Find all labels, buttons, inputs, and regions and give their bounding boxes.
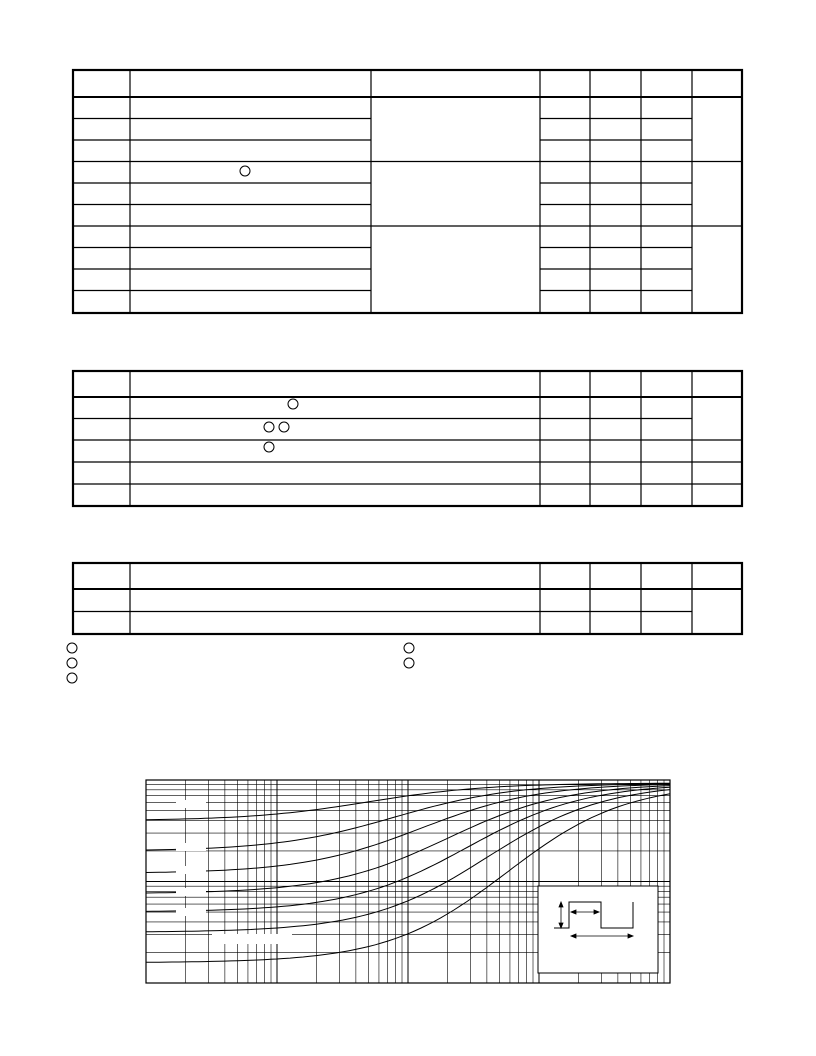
curve-label-mask <box>176 800 292 944</box>
inset-frame <box>538 886 658 973</box>
pulse-inset <box>538 886 658 973</box>
